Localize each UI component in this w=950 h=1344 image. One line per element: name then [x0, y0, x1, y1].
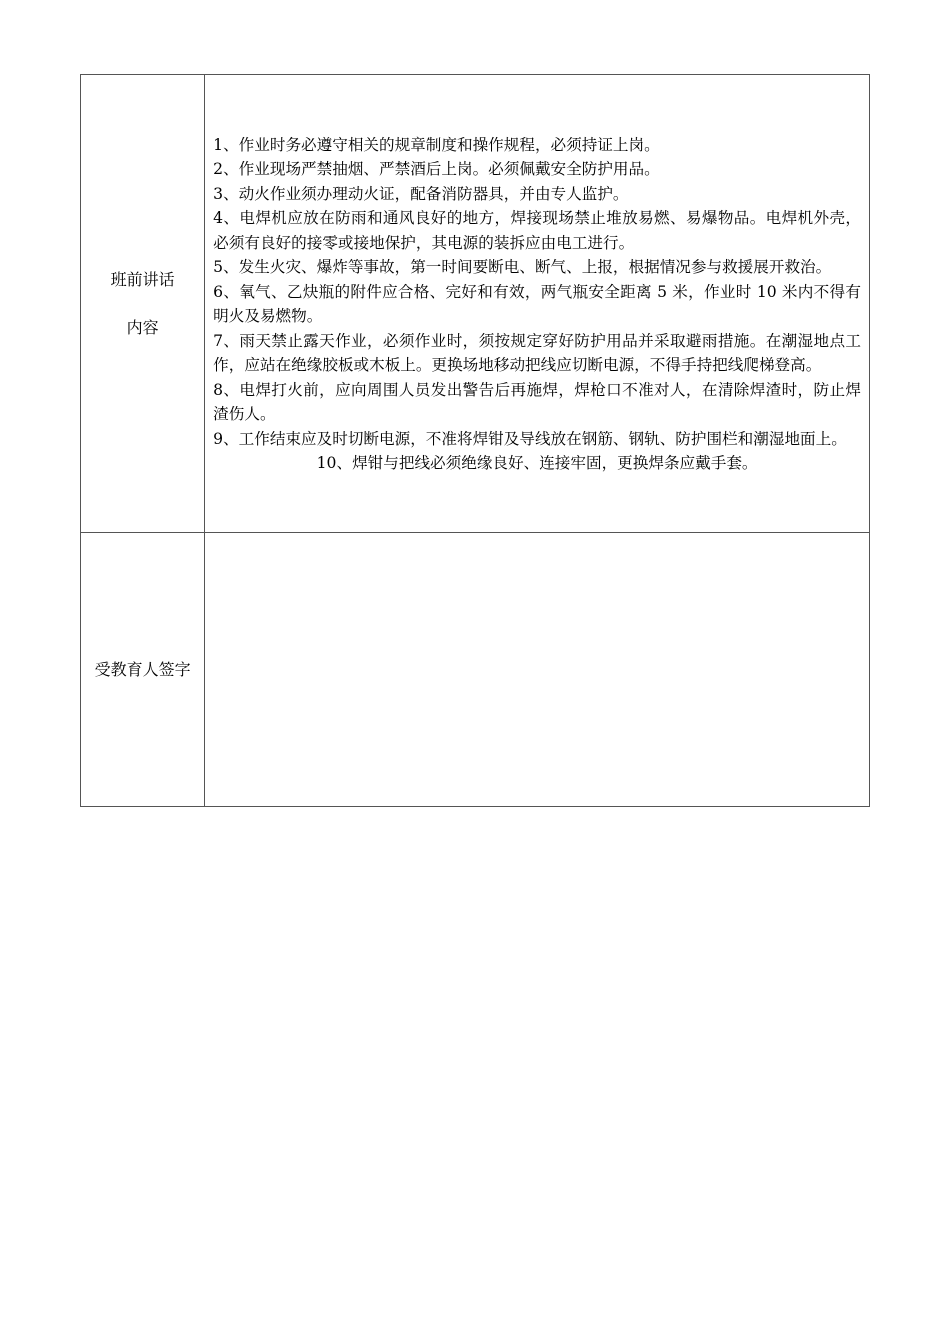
- signature-label: 受教育人签字: [81, 533, 205, 807]
- rule-item: 5、发生火灾、爆炸等事故，第一时间要断电、断气、上报，根据情况参与救援展开救治。: [213, 258, 832, 276]
- rule-item: 9、工作结束应及时切断电源，不准将焊钳及导线放在钢筋、钢轨、防护围栏和潮湿地面上。: [213, 429, 847, 448]
- signature-field[interactable]: [205, 533, 870, 807]
- briefing-label-cell: [81, 75, 205, 533]
- rule-item: 10、焊钳与把线必须绝缘良好、连接牢固，更换焊条应戴手套。: [316, 454, 758, 472]
- briefing-label-line1: 班前讲话: [110, 269, 175, 289]
- briefing-label-line2: 内容: [126, 317, 159, 337]
- rule-item: 6、氧气、乙炔瓶的附件应合格、完好和有效，两气瓶安全距离 5 米，作业时 10 米内不得有明火及易燃物。: [213, 282, 861, 325]
- briefing-row: [81, 75, 870, 533]
- rule-item: 7、雨天禁止露天作业，必须作业时，须按规定穿好防护用品并采取避雨措施。在潮湿地点工作，应站在绝缘胶板或木板上。更换场地移动把线应切断电源，不得手持把线爬梯登高。: [213, 331, 861, 374]
- rule-item: 8、电焊打火前，应向周围人员发出警告后再施焊，焊枪口不准对人，在清除焊渣时，防止焊渣伤人。: [213, 380, 861, 423]
- rule-item: 3、动火作业须办理动火证，配备消防器具，并由专人监护。: [213, 184, 629, 203]
- rule-item: 4、电焊机应放在防雨和通风良好的地方，焊接现场禁止堆放易燃、易爆物品。电焊机外壳，必须有良好的接零或接地保护，其电源的装拆应由电工进行。: [213, 209, 861, 252]
- briefing-content-cell: [205, 75, 870, 533]
- rule-item: 2、作业现场严禁抽烟、严禁酒后上岗。必须佩戴安全防护用品。: [213, 160, 660, 178]
- rule-item: 1、作业时务必遵守相关的规章制度和操作规程，必须持证上岗。: [213, 135, 660, 154]
- briefing-form-table: [80, 74, 870, 807]
- signature-row: [81, 533, 870, 807]
